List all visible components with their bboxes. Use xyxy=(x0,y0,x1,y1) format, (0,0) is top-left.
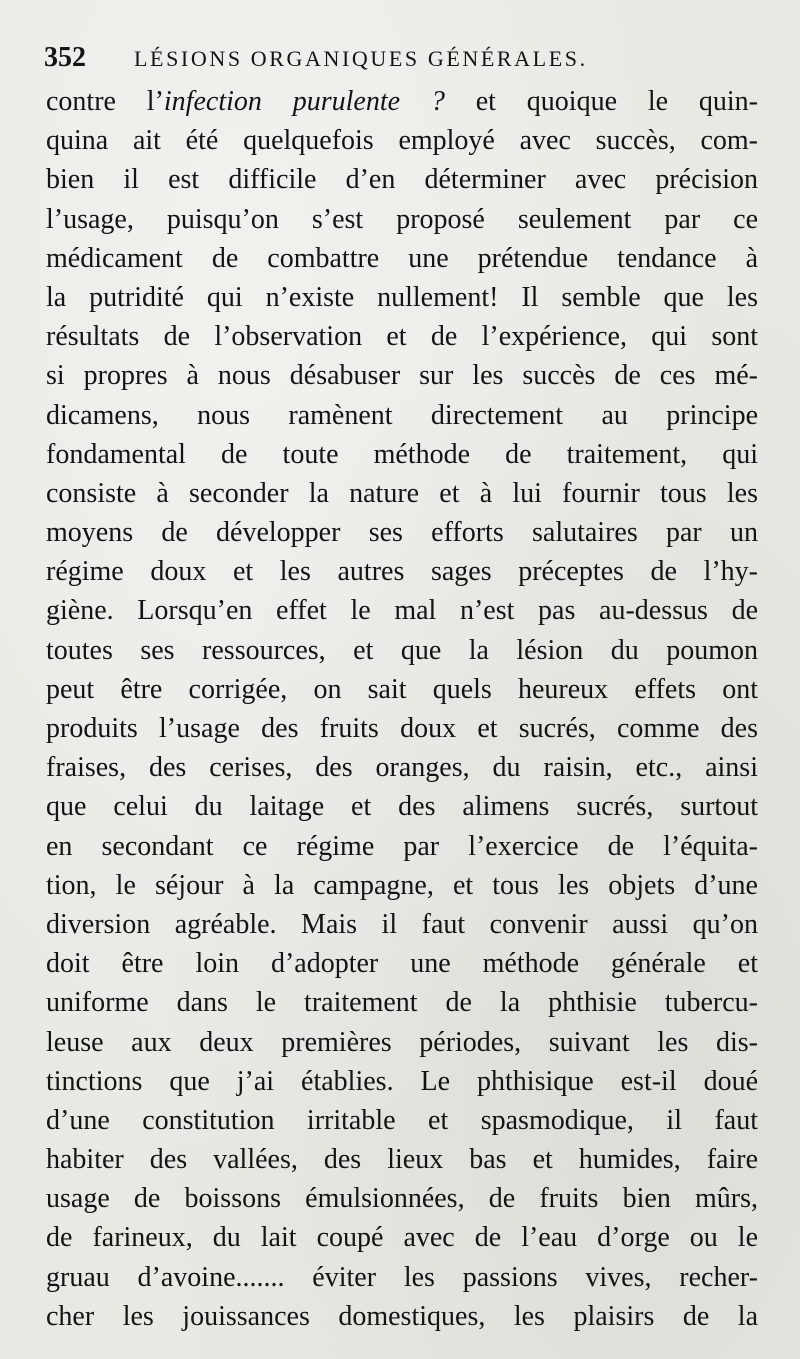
italic-phrase: infection purulente ? xyxy=(163,86,445,117)
text-line: gruau d’avoine....... éviter les passions vives, recher- xyxy=(46,1261,758,1293)
text-line: produits l’usage des fruits doux et sucrés, comme des xyxy=(46,713,758,744)
text-line: uniforme dans le traitement de la phthisie tubercu- xyxy=(46,987,758,1019)
text-line: tinctions que j’ai établies. Le phthisique est-il doué xyxy=(46,1065,758,1097)
text-line: si propres à nous désabuser sur les succès de ces mé- xyxy=(46,360,758,392)
text-line: toutes ses ressources, et que la lésion du poumon xyxy=(46,634,758,666)
text-line: quina ait été quelquefois employé avec succès, com- xyxy=(46,125,758,157)
text-run: contre l’ xyxy=(46,86,164,117)
text-line: d’une constitution irritable et spasmodique, il faut xyxy=(46,1104,758,1136)
text-line: habiter des vallées, des lieux bas et humides, faire xyxy=(46,1144,758,1176)
text-line: tion, le séjour à la campagne, et tous les objets d’une xyxy=(46,869,758,901)
text-line: la putridité qui n’existe nullement! Il semble que les xyxy=(46,281,758,313)
text-line: l’usage, puisqu’on s’est proposé seulement par ce xyxy=(46,203,758,235)
text-line: diversion agréable. Mais il faut convenir aussi qu’on xyxy=(46,908,758,940)
text-line: fondamental de toute méthode de traitement, qui xyxy=(46,438,758,470)
text-line: doit être loin d’adopter une méthode générale et xyxy=(46,948,758,980)
text-line: en secondant ce régime par l’exercice de l’équita- xyxy=(46,830,758,862)
text-line: leuse aux deux premières périodes, suivant les dis- xyxy=(46,1026,758,1058)
text-line: moyens de développer ses efforts salutaires par un xyxy=(46,517,758,549)
text-line: résultats de l’observation et de l’expérience, qui sont xyxy=(46,321,758,353)
text-line: peut être corrigée, on sait quels heureux effets ont xyxy=(46,673,758,705)
text-line: consiste à seconder la nature et à lui fournir tous les xyxy=(46,477,758,509)
text-line xyxy=(46,82,758,121)
text-line: cher les jouissances domestiques, les plaisirs de la xyxy=(46,1300,758,1332)
text-line: de farineux, du lait coupé avec de l’eau d’orge ou le xyxy=(46,1222,758,1254)
text-line: dicamens, nous ramènent directement au principe xyxy=(46,399,758,431)
text-line: giène. Lorsqu’en effet le mal n’est pas au-dessus de xyxy=(46,595,758,627)
page-number: 352 xyxy=(44,42,86,73)
text-line: régime doux et les autres sages préceptes de l’hy- xyxy=(46,556,758,588)
body-text xyxy=(46,82,758,1336)
running-title: LÉSIONS ORGANIQUES GÉNÉRALES. xyxy=(134,46,588,71)
text-line: fraises, des cerises, des oranges, du raisin, etc., ainsi xyxy=(46,752,758,784)
text-run: et quoique le quin- xyxy=(444,86,758,117)
text-line: usage de boissons émulsionnées, de fruits bien mûrs, xyxy=(46,1183,758,1215)
text-line: bien il est difficile d’en déterminer avec précision xyxy=(46,164,758,196)
running-head xyxy=(44,42,756,82)
text-line: que celui du laitage et des alimens sucrés, surtout xyxy=(46,791,758,823)
text-line: médicament de combattre une prétendue tendance à xyxy=(46,242,758,274)
